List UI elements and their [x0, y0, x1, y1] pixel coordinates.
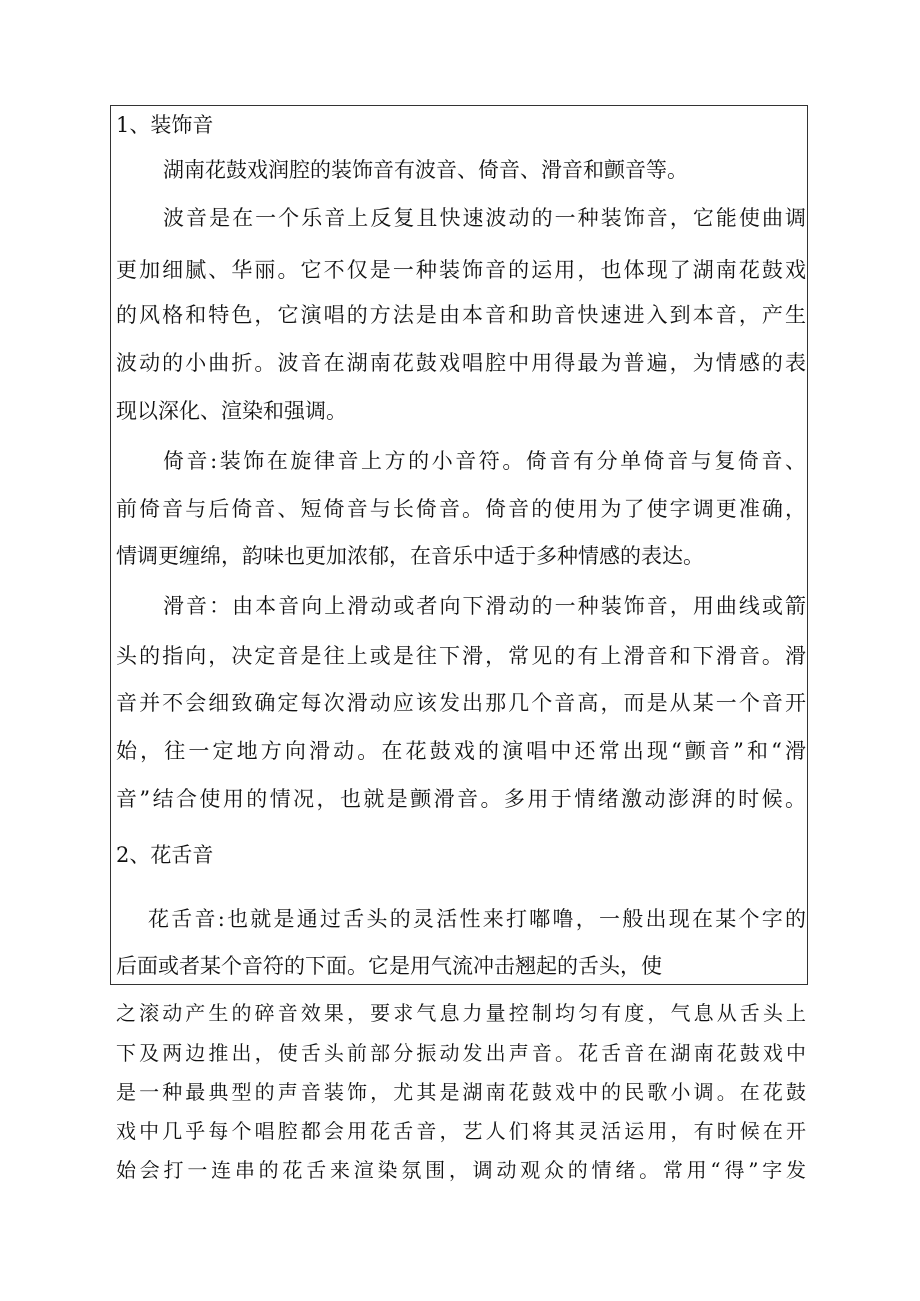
mordent-line-5: 现以深化、渲染和强调。	[116, 399, 347, 423]
continuation-line-2: 下及两边推出，使舌头前部分振动发出声音。花舌音在湖南花鼓戏中	[116, 1041, 806, 1065]
continuation-line-3: 是一种最典型的声音装饰，尤其是湖南花鼓戏中的民歌小调。在花鼓	[116, 1080, 806, 1104]
grace-note-line-1: 倚音:装饰在旋律音上方的小音符。倚音有分单倚音与复倚音、	[163, 449, 806, 473]
mordent-line-1: 波音是在一个乐音上反复且快速波动的一种装饰音，它能使曲调	[163, 206, 806, 230]
grace-note-line-2: 前倚音与后倚音、短倚音与长倚音。倚音的使用为了使字调更准确，	[116, 497, 806, 521]
mordent-line-3: 的风格和特色，它演唱的方法是由本音和助音快速进入到本音，产生	[116, 303, 806, 327]
grace-note-line-3: 情调更缠绵，韵味也更加浓郁，在音乐中适于多种情感的表达。	[116, 544, 704, 568]
mordent-line-4: 波动的小曲折。波音在湖南花鼓戏唱腔中用得最为普遍，为情感的表	[116, 351, 806, 375]
glide-line-4: 始，往一定地方向滑动。在花鼓戏的演唱中还常出现“颤音”和“滑	[116, 739, 806, 763]
glide-line-1: 滑音：由本音向上滑动或者向下滑动的一种装饰音，用曲线或箭	[163, 594, 806, 618]
section-heading-ornament: 1、装饰音	[116, 113, 214, 137]
section-heading-flutter-tongue: 2、花舌音	[116, 843, 214, 867]
flutter-line-1: 花舌音:也就是通过舌头的灵活性来打嘟噜，一般出现在某个字的	[148, 907, 806, 931]
continuation-line-5: 始会打一连串的花舌来渲染氛围，调动观众的情绪。常用“得”字发	[116, 1158, 806, 1182]
intro-paragraph: 湖南花鼓戏润腔的装饰音有波音、倚音、滑音和颤音等。	[163, 158, 688, 182]
mordent-line-2: 更加细腻、华丽。它不仅是一种装饰音的运用，也体现了湖南花鼓戏	[116, 258, 806, 282]
glide-line-2: 头的指向，决定音是往上或是往下滑，常见的有上滑音和下滑音。滑	[116, 644, 806, 668]
glide-line-3: 音并不会细致确定每次滑动应该发出那几个音高，而是从某一个音开	[116, 691, 806, 715]
glide-line-5: 音”结合使用的情况，也就是颤滑音。多用于情绪激动澎湃的时候。	[116, 787, 806, 811]
flutter-line-2: 后面或者某个音符的下面。它是用气流冲击翘起的舌头，使	[116, 954, 662, 978]
continuation-line-4: 戏中几乎每个唱腔都会用花舌音，艺人们将其灵活运用，有时候在开	[116, 1119, 806, 1143]
continuation-line-1: 之滚动产生的碎音效果，要求气息力量控制均匀有度，气息从舌头上	[116, 1001, 806, 1025]
